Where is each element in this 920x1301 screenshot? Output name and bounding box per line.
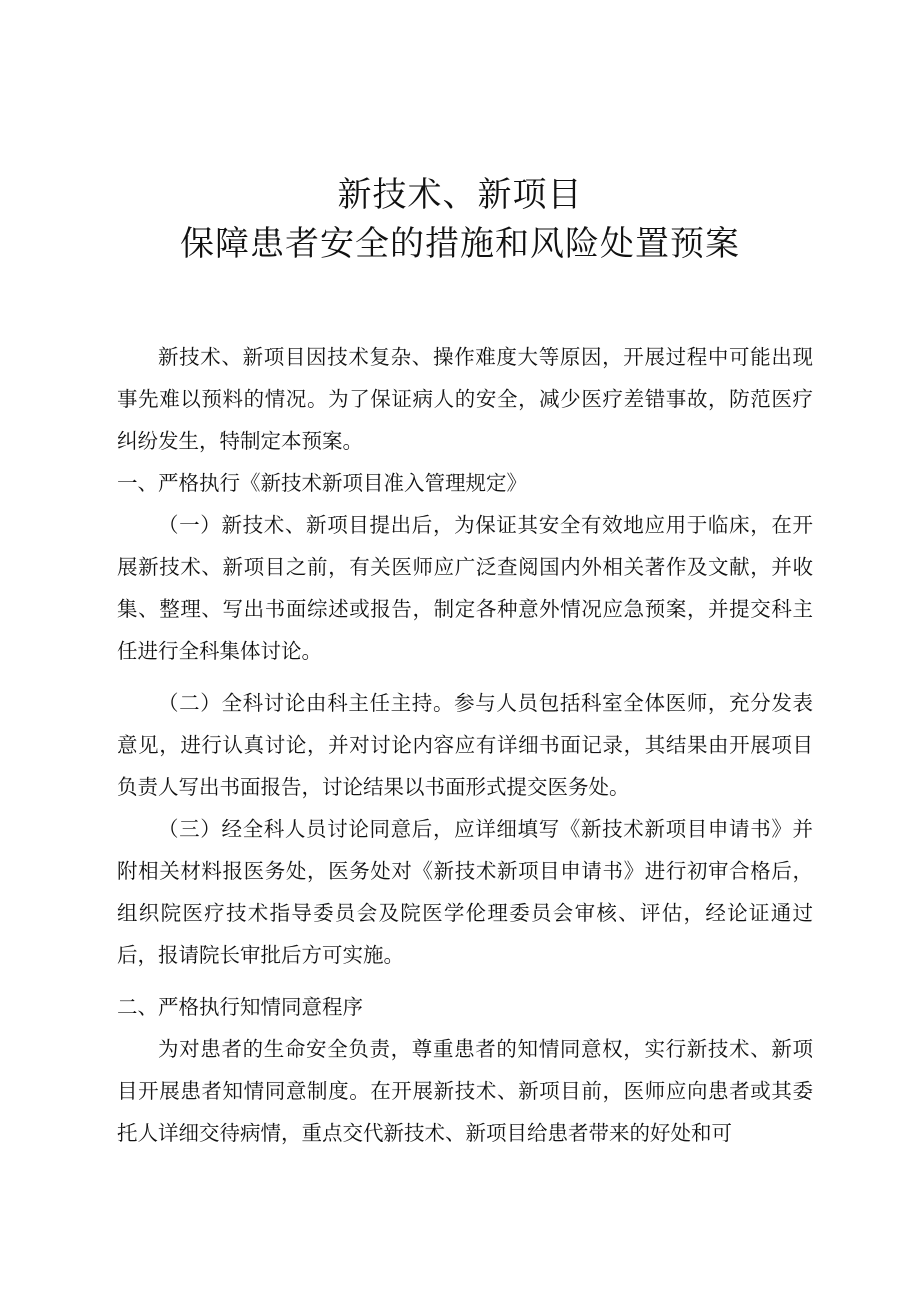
section-1-item-3: （三）经全科人员讨论同意后，应详细填写《新技术新项目申请书》并附相关材料报医务处，医务处对《新技术新项目申请书》进行初审合格后，组织院医疗技术指导委员会及院医学伦理委员会审核、评估，经论证通过后，报请院长审批后方可实施。	[117, 817, 813, 967]
document-title-line1: 新技术、新项目	[337, 175, 583, 215]
section-1-item-2: （二）全科讨论由科主任主持。参与人员包括科室全体医师，充分发表意见，进行认真讨论，并对讨论内容应有详细书面记录，其结果由开展项目负责人写出书面报告，讨论结果以书面形式提交医务处。	[117, 691, 813, 799]
document-title-line2: 保障患者安全的措施和风险处置预案	[180, 224, 740, 264]
section-heading-1: 一、严格执行《新技术新项目准入管理规定》	[117, 471, 527, 495]
section-heading-2: 二、严格执行知情同意程序	[117, 995, 363, 1019]
intro-paragraph: 新技术、新项目因技术复杂、操作难度大等原因，开展过程中可能出现事先难以预料的情况。为了保证病人的安全，减少医疗差错事故，防范医疗纠纷发生，特制定本预案。	[117, 345, 813, 453]
section-2-paragraph: 为对患者的生命安全负责，尊重患者的知情同意权，实行新技术、新项目开展患者知情同意制度。在开展新技术、新项目前，医师应向患者或其委托人详细交待病情，重点交代新技术、新项目给患者带来的好处和可	[117, 1037, 813, 1145]
section-1-item-1: （一）新技术、新项目提出后，为保证其安全有效地应用于临床，在开展新技术、新项目之前，有关医师应广泛查阅国内外相关著作及文献，并收集、整理、写出书面综述或报告，制定各种意外情况应急预案，并提交科主任进行全科集体讨论。	[117, 513, 813, 663]
document-body	[117, 336, 813, 1154]
